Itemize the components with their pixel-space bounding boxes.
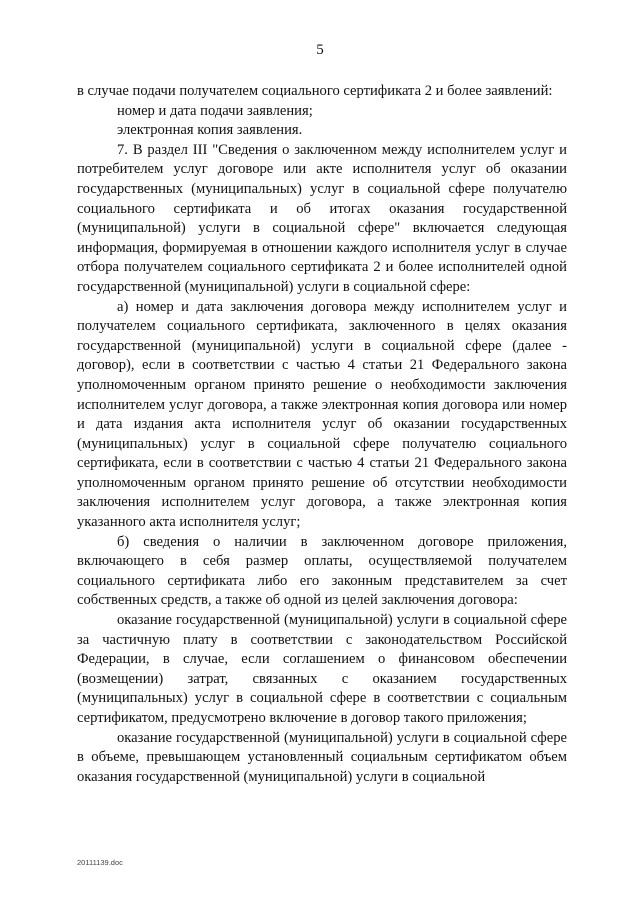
document-file-code: 20111139.doc xyxy=(77,858,123,867)
paragraph-excess-volume: оказание государственной (муниципальной) услуги в социальной сфере в объеме, превышающем установленный социальным сертификатом объем оказания государственной (муниципальной) услуги в социальной xyxy=(77,729,567,785)
paragraph-item-electronic-copy: электронная копия заявления. xyxy=(117,122,303,139)
paragraph-section-7: 7. В раздел III "Сведения о заключенном между исполнителем услуг и потребителем услуг договоре или акте исполнителя услуг об оказании государственных (муниципальных) услуг в социальной сфере получателю социального сертификата и об итогах оказания государственной (муниципальной) услуги в социальной сфере" включается следующая информация, формируемая в отношении каждого исполнителя услуг в случае отбора получателем социального сертификата 2 и более исполнителей одной государственной (муниципальной) услуги в социальной сфере: xyxy=(77,141,567,295)
paragraph-subitem-a: а) номер и дата заключения договора между исполнителем услуг и получателем социального сертификата, заключенного в целях оказания государственной (муниципальной) услуги в социальной сфере (далее - договор), если в соответствии с частью 4 статьи 21 Федерального закона уполномоченным органом принято решение о необходимости заключения исполнителем услуг договора, а также электронная копия договора или номер и дата издания акта исполнителя услуг об оказании государственных (муниципальных) услуг в социальной сфере получателю социального сертификата, если в соответствии с частью 4 статьи 21 Федерального закона уполномоченным органом принято решение об отсутствии необходимости заключения исполнителем услуг договора, а также электронная копия указанного акта исполнителя услуг; xyxy=(77,298,567,531)
paragraph-item-number-date: номер и дата подачи заявления; xyxy=(117,102,313,119)
paragraph-intro: в случае подачи получателем социального сертификата 2 и более заявлений: xyxy=(77,83,553,99)
paragraph-partial-payment: оказание государственной (муниципальной) услуги в социальной сфере за частичную плату в соответствии с законодательством Российской Федерации, в случае, если соглашением о финансовом обеспечении (возмещении) затрат, связанных с оказанием государственных (муниципальных) услуг в социальной сфере в соответствии с социальным сертификатом, предусмотрено включение в договор такого приложения; xyxy=(77,612,567,726)
page-number: 5 xyxy=(316,42,324,58)
paragraph-subitem-b: б) сведения о наличии в заключенном договоре приложения, включающего в себя размер оплаты, осуществляемой получателем социального сертификата либо его законным представителем за счет собственных средств, а также об одной из целей заключения договора: xyxy=(77,533,567,609)
document-body xyxy=(77,82,567,787)
